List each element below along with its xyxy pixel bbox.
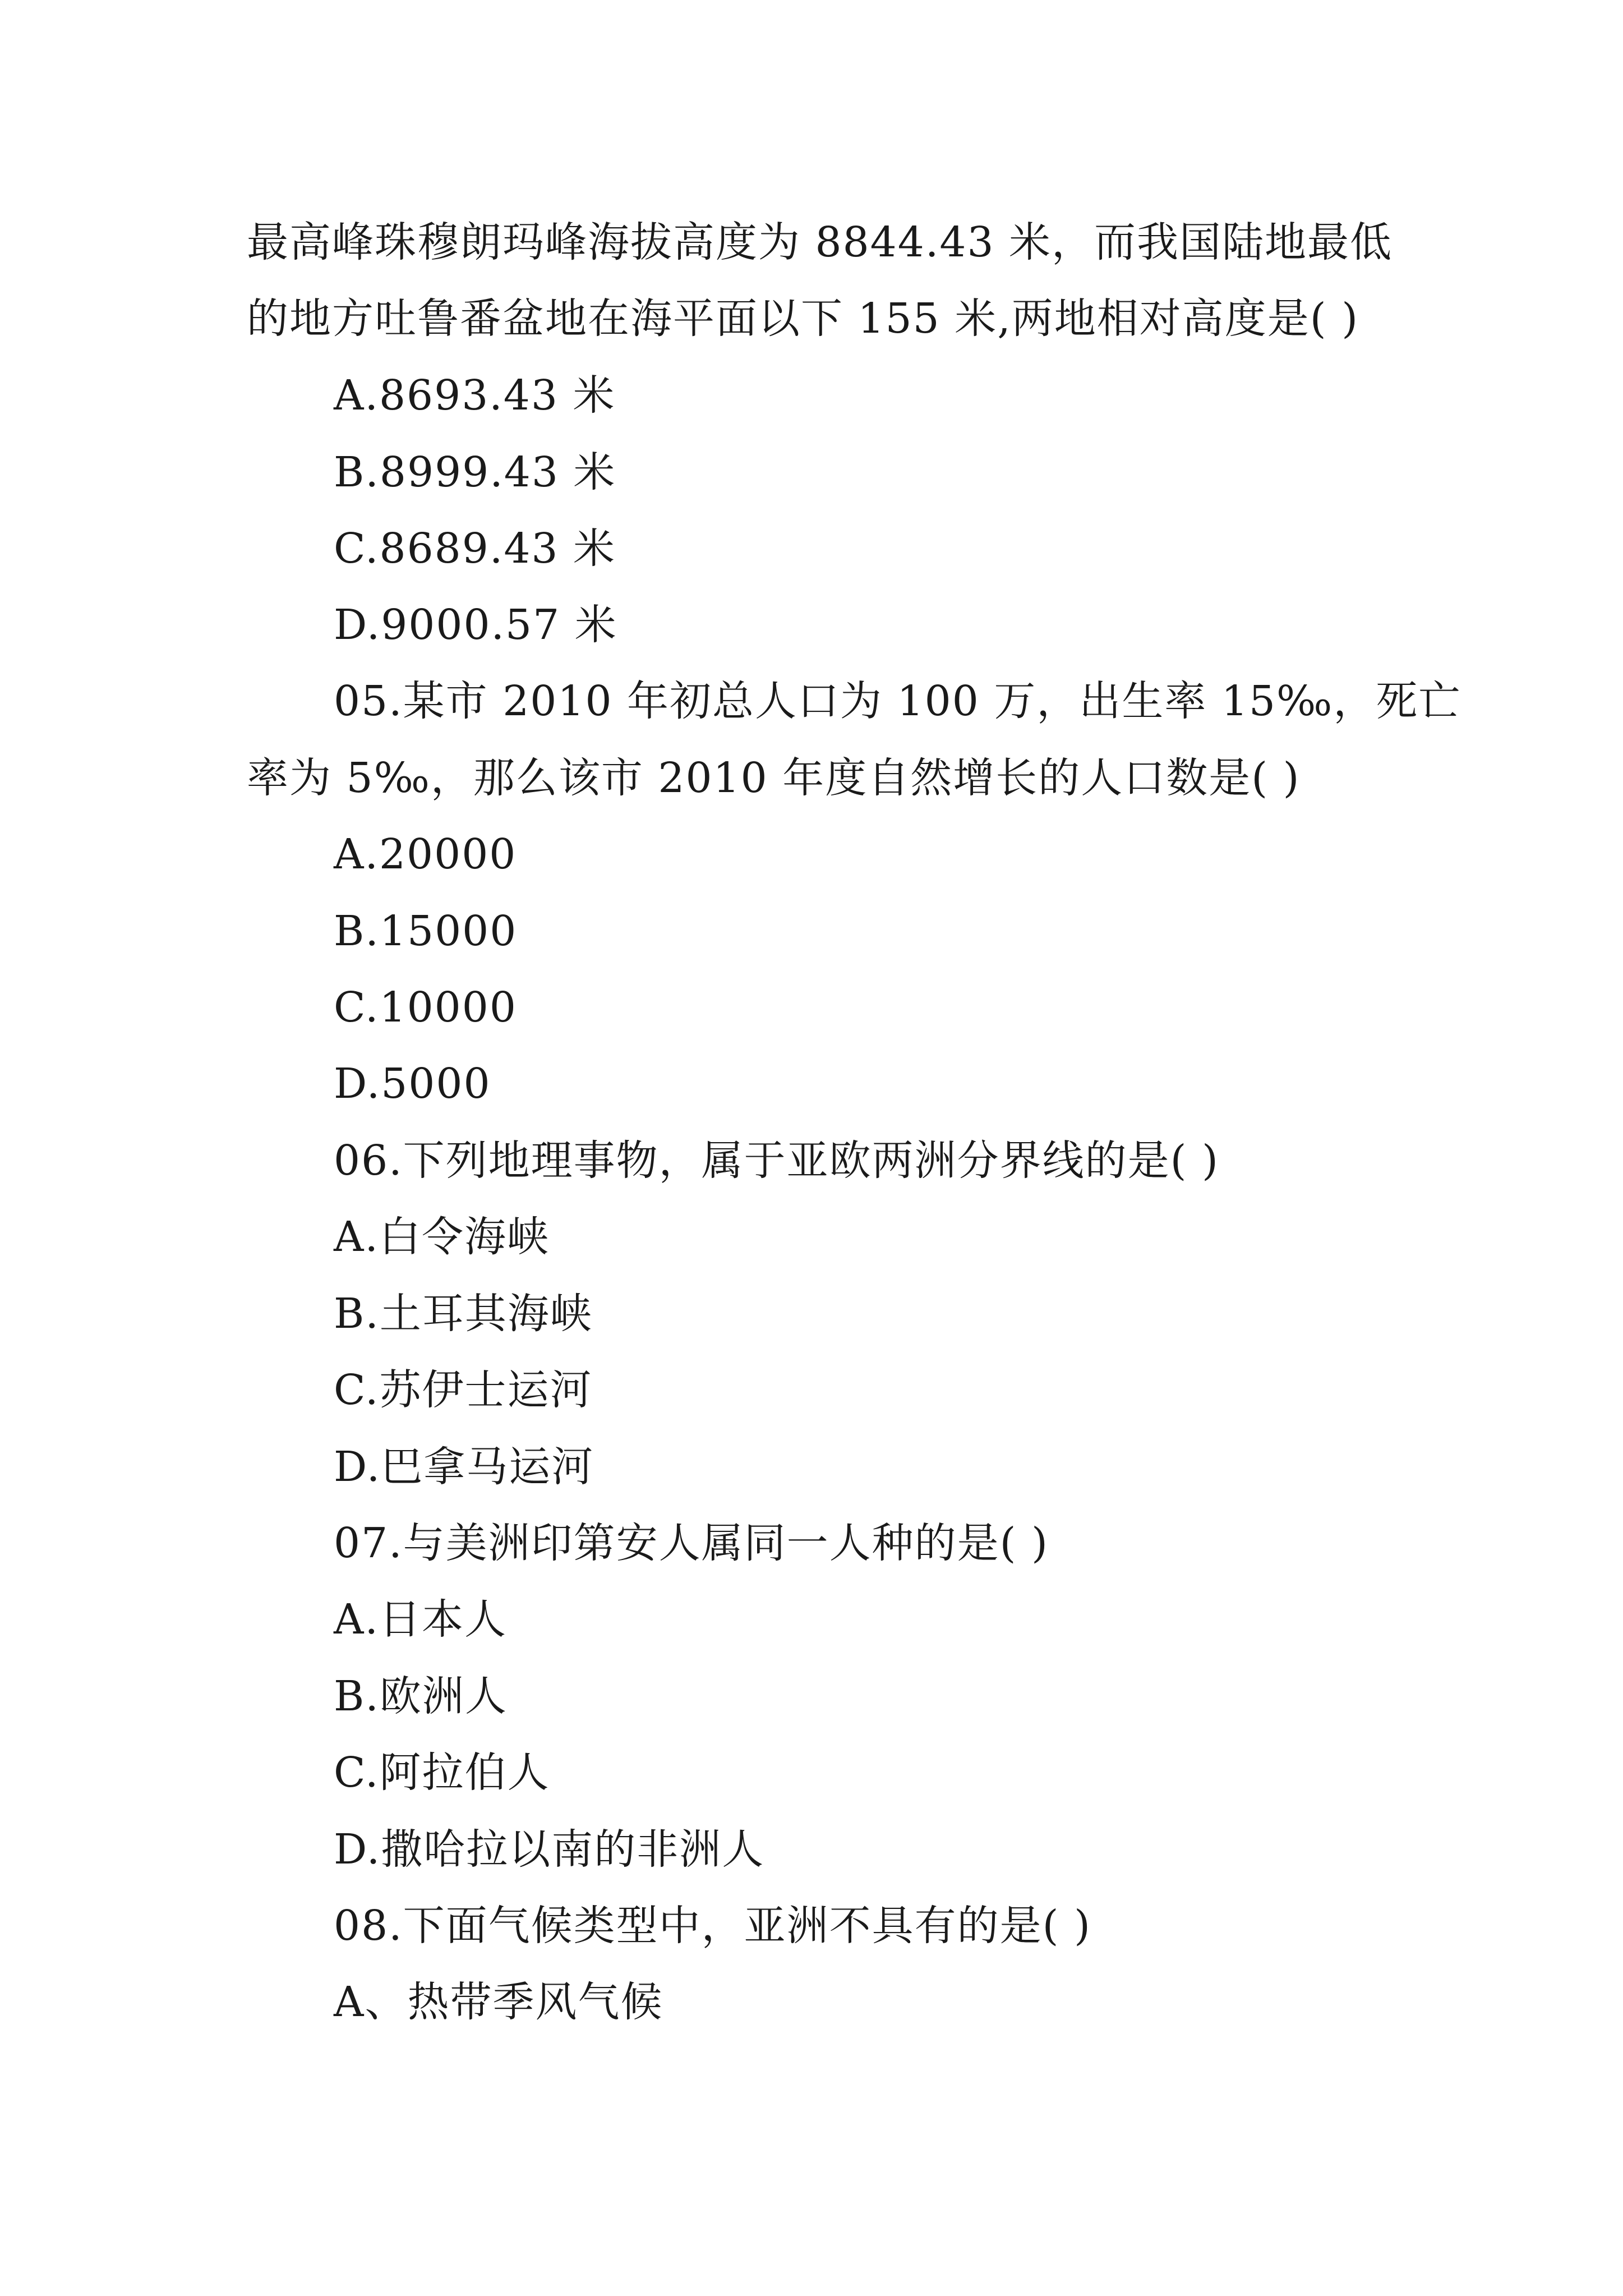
q07-stem: 07.与美洲印第安人属同一人种的是( ) (334, 1519, 1049, 1567)
q08-option-a: A、热带季风气候 (334, 1978, 663, 2026)
q06-stem: 06.下列地理事物，属于亚欧两洲分界线的是( ) (334, 1137, 1219, 1185)
q04-option-d: D.9000.57 米 (334, 601, 617, 649)
q04-option-a: A.8693.43 米 (334, 371, 616, 420)
q05-stem-line-1: 05.某市 2010 年初总人口为 100 万，出生率 15‰，死亡 (334, 677, 1461, 725)
q07-option-a: A.日本人 (334, 1595, 507, 1644)
q05-option-c: C.10000 (334, 983, 517, 1032)
q05-option-b: B.15000 (334, 907, 518, 955)
q05-option-a: A.20000 (334, 830, 517, 878)
q06-option-c: C.苏伊士运河 (334, 1366, 593, 1414)
q06-option-b: B.土耳其海峡 (334, 1290, 593, 1338)
q04-option-b: B.8999.43 米 (334, 448, 616, 496)
q06-option-d: D.巴拿马运河 (334, 1443, 594, 1491)
q06-option-a: A.白令海峡 (334, 1213, 550, 1261)
q04-stem-line-2: 的地方吐鲁番盆地在海平面以下 155 米,两地相对高度是( ) (247, 295, 1359, 343)
q07-option-d: D.撒哈拉以南的非洲人 (334, 1825, 765, 1874)
q04-stem-line-1: 最高峰珠穆朗玛峰海拔高度为 8844.43 米，而我国陆地最低 (247, 218, 1393, 266)
q08-stem: 08.下面气候类型中，亚洲不具有的是( ) (334, 1902, 1091, 1950)
q07-option-c: C.阿拉伯人 (334, 1749, 550, 1797)
q05-stem-line-2: 率为 5‰，那么该市 2010 年度自然增长的人口数是( ) (247, 754, 1301, 802)
q07-option-b: B.欧洲人 (334, 1672, 508, 1720)
q04-option-c: C.8689.43 米 (334, 524, 616, 573)
q05-option-d: D.5000 (334, 1060, 491, 1108)
